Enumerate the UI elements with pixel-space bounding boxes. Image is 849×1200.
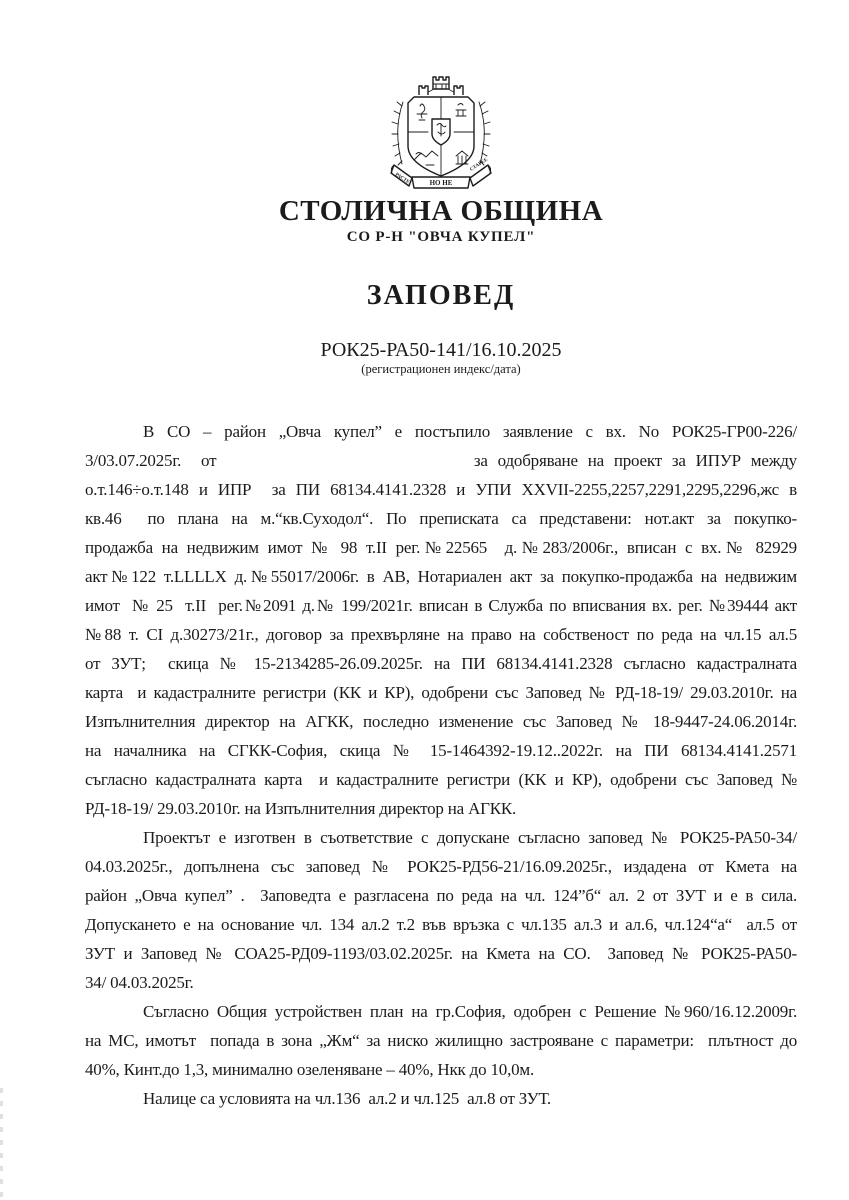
text-line: 04.03.2025г., допълнена със заповед № РОК25-РД56-21/16.09.2025г., издадена от Кмета на bbox=[85, 857, 797, 876]
department-subtitle: СО Р-Н "ОВЧА КУПЕЛ" bbox=[346, 229, 536, 245]
text-line: №88 т. СI д.30273/21г., договор за прехвърляне на право на собственост по реда на чл.15 ал.5 bbox=[85, 625, 797, 644]
text-line: Проектът е изготвен в съответствие с допускане съгласно заповед № РОК25-РА50-34/ bbox=[143, 828, 797, 847]
document-body bbox=[85, 417, 797, 1113]
document-header bbox=[85, 72, 797, 377]
text-line: район „Овча купел” . Заповедта е разгласена по реда на чл. 124”б“ ал. 2 от ЗУТ и е в сила. bbox=[85, 886, 797, 905]
motto-text-center: НО НЕ bbox=[429, 179, 453, 187]
text-line: кв.46 по плана на м.“кв.Суходол“. По преписката са представени: нот.акт за покупко- bbox=[85, 509, 797, 528]
text-line: карта и кадастралните регистри (КК и КР), одобрени със Заповед № РД-18-19/ 29.03.2010г. на bbox=[85, 683, 797, 702]
charge-figure-icon bbox=[417, 104, 427, 120]
text-line: от ЗУТ; скица № 15-2134285-26.09.2025г. на ПИ 68134.4141.2328 съгласно кадастралната bbox=[85, 654, 797, 673]
laurel-branch-right-icon bbox=[479, 102, 490, 165]
text-line: акт№122 т.LLLLX д.№55017/2006г. в АВ, Нотариален акт за покупко-продажба на недвижим bbox=[85, 567, 797, 586]
text-line: на МС, имотът попада в зона „Жм“ за ниско жилищно застрояване с параметри: плътност до bbox=[85, 1031, 797, 1050]
text-line: о.т.146÷о.т.148 и ИПР за ПИ 68134.4141.2328 и УПИ XXVII-2255,2257,2291,2295,2296,жс в bbox=[85, 480, 797, 499]
paragraph bbox=[85, 417, 797, 823]
paragraph bbox=[85, 823, 797, 997]
organization-title: СТОЛИЧНА ОБЩИНА bbox=[278, 195, 604, 227]
text-line: РД-18-19/ 29.03.2010г. на Изпълнителния директор на АГКК. bbox=[85, 799, 517, 818]
text-line: 34/ 04.03.2025г. bbox=[85, 973, 194, 992]
paragraph bbox=[85, 1084, 797, 1113]
charge-church-icon bbox=[456, 104, 466, 117]
charge-temple-icon bbox=[456, 151, 468, 164]
motto-text-left: РАСТЕ bbox=[393, 172, 411, 186]
text-line: Налице са условията на чл.136 ал.2 и чл.125 ал.8 от ЗУТ. bbox=[143, 1089, 551, 1108]
text-line: 3/03.07.2025г. от за одобряване на проект за ИПУР между bbox=[85, 451, 797, 470]
laurel-branch-left-icon bbox=[392, 102, 403, 165]
text-line: на началника на СГКК-София, скица № 15-1464392-19.12..2022г. на ПИ 68134.4141.2571 bbox=[85, 741, 797, 760]
text-line: ЗУТ и Заповед № СОА25-РД09-1193/03.02.2025г. на Кмета на СО. Заповед № РОК25-РА50- bbox=[85, 944, 797, 963]
text-line: продажба на недвижим имот № 98 т.II рег.№22565 д.№283/2006г., вписан с вх.№ 82929 bbox=[85, 538, 797, 557]
mural-crown-icon bbox=[419, 77, 463, 95]
paragraph bbox=[85, 997, 797, 1084]
registration-caption: (регистрационен индекс/дата) bbox=[361, 362, 521, 376]
text-line: В СО – район „Овча купел” е постъпило заявление с вх. No РОК25-ГР00-226/ bbox=[143, 422, 797, 441]
shield bbox=[408, 97, 474, 176]
scan-artifact bbox=[0, 1088, 3, 1200]
text-line: съгласно кадастралната карта и кадастралните регистри (КК и КР), одобрени със Заповед № bbox=[85, 770, 797, 789]
text-line: Изпълнителния директор на АГКК, последно изменение със Заповед № 18-9447-24.06.2014г. bbox=[85, 712, 797, 731]
sofia-coat-of-arms-icon bbox=[386, 72, 496, 194]
motto-text-right: СТАРЕЕ bbox=[469, 157, 489, 173]
document-type-title: ЗАПОВЕД bbox=[366, 280, 516, 311]
text-line: имот № 25 т.II рег.№2091 д.№ 199/2021г. вписан в Служба по вписвания вх. рег. №39444 акт bbox=[85, 596, 797, 615]
text-line: 40%, Кинт.до 1,3, минимално озеленяване – 40%, Нкк до 10,0м. bbox=[85, 1060, 535, 1079]
text-line: Съгласно Общия устройствен план на гр.София, одобрен с Решение №960/16.12.2009г. bbox=[143, 1002, 797, 1021]
content-column bbox=[85, 0, 797, 1113]
registration-number: РОК25-РА50-141/16.10.2025 bbox=[320, 339, 562, 361]
text-line: Допускането е на основание чл. 134 ал.2 т.2 във връзка с чл.135 ал.3 и ал.6, чл.124“а“ ал.5 от bbox=[85, 915, 797, 934]
emblem-container bbox=[85, 72, 797, 194]
